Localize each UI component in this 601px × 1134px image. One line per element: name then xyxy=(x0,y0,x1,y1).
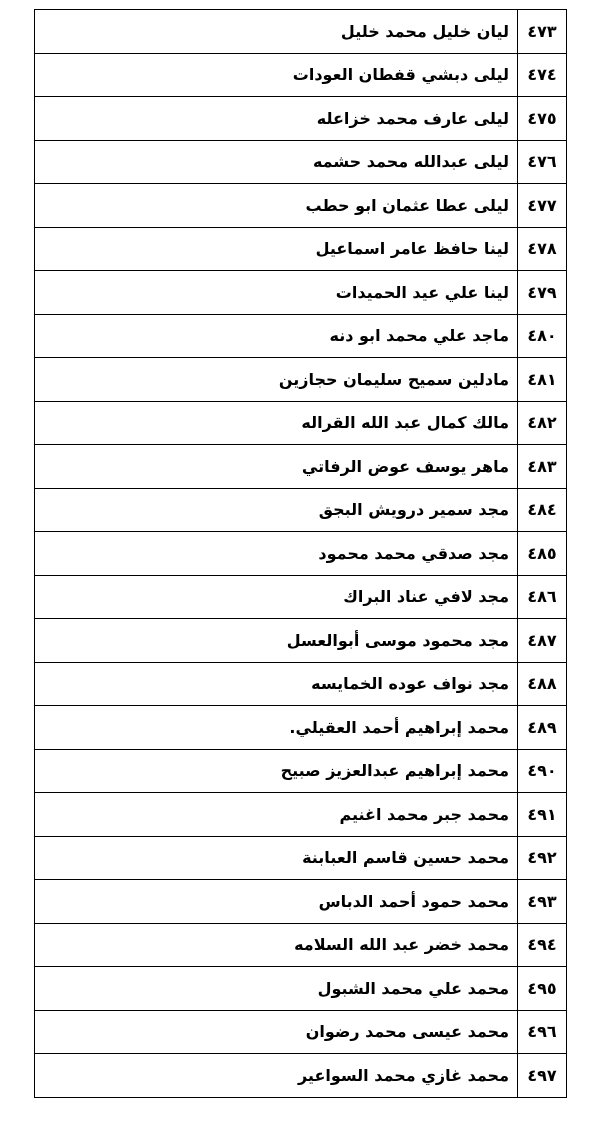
row-number: ٤٨٣ xyxy=(518,445,567,489)
table-row xyxy=(35,662,567,706)
table-row xyxy=(35,1010,567,1054)
table-row xyxy=(35,575,567,619)
row-name: مجد محمود موسى أبوالعسل xyxy=(35,619,518,663)
table-row xyxy=(35,749,567,793)
row-name: محمد جبر محمد اغنيم xyxy=(35,793,518,837)
table-row xyxy=(35,358,567,402)
row-name: مجد سمير درويش البجق xyxy=(35,488,518,532)
row-name: لينا علي عيد الحميدات xyxy=(35,271,518,315)
table-row xyxy=(35,314,567,358)
row-number: ٤٧٥ xyxy=(518,97,567,141)
row-name: محمد إبراهيم أحمد العقيلي. xyxy=(35,706,518,750)
row-number: ٤٩٧ xyxy=(518,1054,567,1098)
row-name: ليلى دبشي قفطان العودات xyxy=(35,53,518,97)
table-row xyxy=(35,488,567,532)
names-table-container xyxy=(34,9,567,1098)
names-table-body xyxy=(35,10,567,1098)
table-row xyxy=(35,532,567,576)
row-name: محمد علي محمد الشبول xyxy=(35,967,518,1011)
table-row xyxy=(35,227,567,271)
table-row xyxy=(35,1054,567,1098)
row-name: ليان خليل محمد خليل xyxy=(35,10,518,54)
table-row xyxy=(35,706,567,750)
row-name: محمد إبراهيم عبدالعزيز صبيح xyxy=(35,749,518,793)
row-number: ٤٩١ xyxy=(518,793,567,837)
row-name: ماجد علي محمد ابو دنه xyxy=(35,314,518,358)
row-number: ٤٧٣ xyxy=(518,10,567,54)
row-number: ٤٩٣ xyxy=(518,880,567,924)
row-number: ٤٧٨ xyxy=(518,227,567,271)
table-row xyxy=(35,619,567,663)
row-number: ٤٨٩ xyxy=(518,706,567,750)
row-name: مجد صدقي محمد محمود xyxy=(35,532,518,576)
table-row xyxy=(35,880,567,924)
table-row xyxy=(35,445,567,489)
row-name: ماهر يوسف عوض الرفاتي xyxy=(35,445,518,489)
table-row xyxy=(35,10,567,54)
row-number: ٤٩٥ xyxy=(518,967,567,1011)
row-number: ٤٨٨ xyxy=(518,662,567,706)
table-row xyxy=(35,923,567,967)
row-name: ليلى عارف محمد خزاعله xyxy=(35,97,518,141)
row-name: مجد نواف عوده الخمايسه xyxy=(35,662,518,706)
table-row xyxy=(35,97,567,141)
row-number: ٤٨٧ xyxy=(518,619,567,663)
row-number: ٤٧٤ xyxy=(518,53,567,97)
row-name: محمد عيسى محمد رضوان xyxy=(35,1010,518,1054)
row-number: ٤٧٧ xyxy=(518,184,567,228)
table-row xyxy=(35,967,567,1011)
row-number: ٤٩٠ xyxy=(518,749,567,793)
row-name: لينا حافظ عامر اسماعيل xyxy=(35,227,518,271)
row-number: ٤٩٦ xyxy=(518,1010,567,1054)
table-row xyxy=(35,53,567,97)
row-name: محمد حمود أحمد الدباس xyxy=(35,880,518,924)
row-number: ٤٨٠ xyxy=(518,314,567,358)
table-row xyxy=(35,836,567,880)
row-number: ٤٨١ xyxy=(518,358,567,402)
table-row xyxy=(35,184,567,228)
row-number: ٤٨٦ xyxy=(518,575,567,619)
row-name: ليلى عبدالله محمد حشمه xyxy=(35,140,518,184)
row-number: ٤٧٩ xyxy=(518,271,567,315)
table-row xyxy=(35,793,567,837)
row-number: ٤٩٤ xyxy=(518,923,567,967)
row-name: محمد حسين قاسم العبابنة xyxy=(35,836,518,880)
row-number: ٤٧٦ xyxy=(518,140,567,184)
names-table xyxy=(34,9,567,1098)
row-number: ٤٩٢ xyxy=(518,836,567,880)
row-number: ٤٨٤ xyxy=(518,488,567,532)
row-name: مالك كمال عبد الله القراله xyxy=(35,401,518,445)
row-name: مجد لافي عناد البراك xyxy=(35,575,518,619)
row-number: ٤٨٥ xyxy=(518,532,567,576)
row-name: محمد غازي محمد السواعير xyxy=(35,1054,518,1098)
row-name: ليلى عطا عثمان ابو حطب xyxy=(35,184,518,228)
table-row xyxy=(35,401,567,445)
table-row xyxy=(35,271,567,315)
table-row xyxy=(35,140,567,184)
row-name: محمد خضر عبد الله السلامه xyxy=(35,923,518,967)
row-name: مادلين سميح سليمان حجازين xyxy=(35,358,518,402)
row-number: ٤٨٢ xyxy=(518,401,567,445)
